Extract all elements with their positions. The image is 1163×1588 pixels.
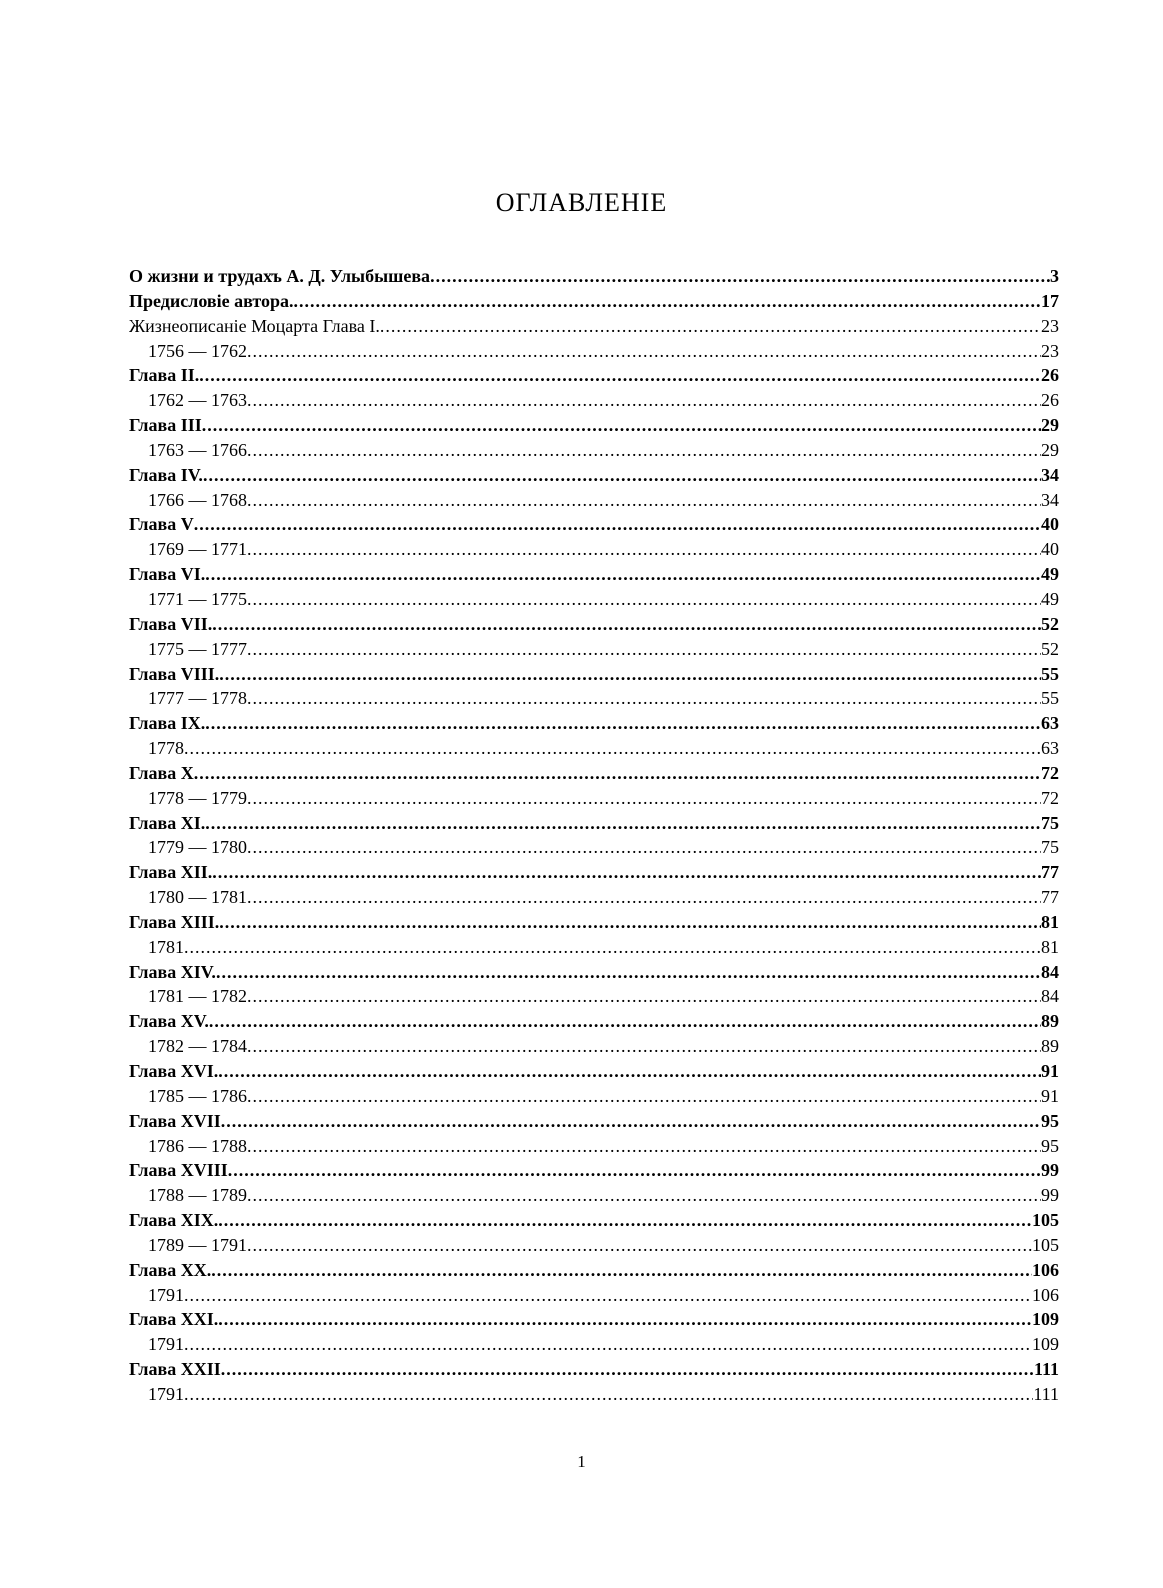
toc-entry[interactable]: [129, 1109, 1059, 1134]
toc-page-number: 84: [1041, 986, 1059, 1007]
toc-entry[interactable]: [129, 289, 1059, 314]
toc-page-number: 17: [1041, 290, 1059, 311]
toc-entry-label: 1762 — 1763: [148, 390, 247, 411]
dot-leader: [247, 488, 1041, 513]
toc-entry-label: Глава VII.: [129, 613, 213, 634]
toc-entry-label: Глава XX.: [129, 1259, 212, 1280]
toc-subentry[interactable]: [129, 786, 1059, 811]
dot-leader: [247, 1183, 1041, 1208]
toc-page-number: 75: [1041, 812, 1059, 833]
toc-entry-label: Глава V: [129, 514, 194, 535]
dot-leader: [293, 289, 1041, 314]
toc-page-number: 29: [1041, 439, 1059, 460]
toc-page-number: 95: [1041, 1110, 1059, 1131]
toc-page-number: 95: [1041, 1135, 1059, 1156]
toc-entry[interactable]: [129, 413, 1059, 438]
toc-entry-label: 1785 — 1786: [148, 1085, 247, 1106]
toc-entry[interactable]: [129, 314, 1059, 339]
toc-entry[interactable]: [129, 463, 1059, 488]
toc-entry-label: 1756 — 1762: [148, 340, 247, 361]
toc-entry-label: Глава XXI.: [129, 1309, 219, 1330]
dot-leader: [212, 860, 1041, 885]
toc-entry-label: Глава XII.: [129, 862, 213, 883]
dot-leader: [184, 736, 1041, 761]
toc-subentry[interactable]: [129, 388, 1059, 413]
toc-page-number: 99: [1041, 1185, 1059, 1206]
toc-entry-label: Глава XVII: [129, 1110, 221, 1131]
dot-leader: [380, 314, 1041, 339]
toc-page-number: 23: [1041, 315, 1059, 336]
toc-page-number: 106: [1032, 1284, 1059, 1305]
toc-page-number: 72: [1041, 787, 1059, 808]
toc-page-number: 34: [1041, 489, 1059, 510]
dot-leader: [247, 1084, 1041, 1109]
dot-leader: [247, 686, 1041, 711]
toc-entry-label: 1771 — 1775: [148, 588, 247, 609]
toc-entry-label: 1779 — 1780: [148, 837, 247, 858]
dot-leader: [247, 1233, 1032, 1258]
toc-entry-label: 1766 — 1768: [148, 489, 247, 510]
dot-leader: [211, 1258, 1032, 1283]
toc-page-number: 40: [1041, 539, 1059, 560]
toc-page-number: 52: [1041, 613, 1059, 634]
toc-entry-label: Глава XV.: [129, 1011, 209, 1032]
toc-subentry[interactable]: [129, 339, 1059, 364]
toc-entry-label: 1763 — 1766: [148, 439, 247, 460]
toc-page-number: 105: [1032, 1210, 1059, 1231]
toc-entry-label: 1791: [148, 1383, 184, 1404]
toc-entry-label: 1777 — 1778: [148, 688, 247, 709]
toc-entry-label: Глава XVI.: [129, 1061, 219, 1081]
toc-entry-label: Глава IX.: [129, 713, 206, 734]
toc-page-number: 55: [1041, 663, 1059, 684]
toc-entry[interactable]: [129, 1009, 1059, 1034]
toc-page-number: 99: [1041, 1160, 1059, 1181]
dot-leader: [218, 1059, 1041, 1084]
dot-leader: [247, 885, 1041, 910]
toc-subentry[interactable]: [129, 1382, 1059, 1407]
toc-entry-label: 1789 — 1791: [148, 1234, 247, 1255]
toc-page-number: 111: [1033, 1383, 1059, 1404]
dot-leader: [247, 438, 1041, 463]
dot-leader: [247, 587, 1041, 612]
toc-subentry[interactable]: [129, 537, 1059, 562]
toc-entry-label: 1769 — 1771: [148, 539, 247, 560]
toc-subentry[interactable]: [129, 984, 1059, 1009]
dot-leader: [209, 1009, 1041, 1034]
dot-leader: [219, 662, 1041, 687]
toc-subentry[interactable]: [129, 835, 1059, 860]
toc-page-number: 34: [1041, 464, 1059, 485]
toc-page-number: 81: [1041, 911, 1059, 932]
toc-page-number: 109: [1032, 1334, 1059, 1355]
toc-entry[interactable]: [129, 662, 1059, 687]
toc-entry-label: Жизнеописанiе Моцарта Глава I.: [129, 315, 380, 336]
toc-page-number: 81: [1041, 936, 1059, 957]
dot-leader: [216, 960, 1041, 985]
toc-page-number: 52: [1041, 638, 1059, 659]
toc-subentry[interactable]: [129, 935, 1059, 960]
toc-page-number: 63: [1041, 738, 1059, 759]
toc-entry-label: Предисловiе автора.: [129, 290, 294, 311]
dot-leader: [219, 910, 1041, 935]
toc-entry[interactable]: [129, 711, 1059, 736]
dot-leader: [247, 388, 1041, 413]
toc-entry[interactable]: [129, 1258, 1059, 1283]
toc-entry[interactable]: [129, 1158, 1059, 1183]
toc-page-number: 72: [1041, 762, 1059, 783]
toc-page-number: 29: [1041, 415, 1059, 436]
toc-page-number: 89: [1041, 1011, 1059, 1032]
toc-subentry[interactable]: [129, 488, 1059, 513]
toc-entry-label: Глава III: [129, 415, 202, 436]
toc-entry[interactable]: [129, 1059, 1059, 1084]
toc-entry-label: Глава XVIII: [129, 1160, 228, 1181]
page-number: 1: [577, 1452, 586, 1471]
toc-entry-label: Глава XIV.: [129, 961, 216, 982]
dot-leader: [247, 984, 1041, 1009]
toc-entry[interactable]: [129, 264, 1059, 289]
toc-entry-label: Глава IV.: [129, 464, 203, 485]
dot-leader: [228, 1158, 1041, 1183]
toc-entry-label: 1786 — 1788: [148, 1135, 247, 1156]
page-title: ОГЛАВЛЕНIЕ: [495, 188, 668, 217]
toc-entry-label: 1782 — 1784: [148, 1036, 247, 1057]
toc-entry-label: Глава XXII: [129, 1359, 221, 1380]
toc-page-number: 84: [1041, 961, 1059, 982]
dot-leader: [247, 1134, 1041, 1159]
toc-subentry[interactable]: [129, 1134, 1059, 1159]
toc-page-number: 26: [1041, 390, 1059, 411]
toc-subentry[interactable]: [129, 587, 1059, 612]
toc-entry[interactable]: [129, 363, 1059, 388]
toc-subentry[interactable]: [129, 885, 1059, 910]
toc-subentry[interactable]: [129, 637, 1059, 662]
toc-entry[interactable]: [129, 910, 1059, 935]
dot-leader: [184, 1283, 1032, 1308]
dot-leader: [247, 339, 1041, 364]
dot-leader: [203, 463, 1041, 488]
dot-leader: [247, 835, 1041, 860]
toc-entry[interactable]: [129, 612, 1059, 637]
toc-entry-label: Глава XIX.: [129, 1210, 219, 1231]
toc-page-number: 23: [1041, 340, 1059, 361]
dot-leader: [202, 413, 1041, 438]
toc-entry[interactable]: [129, 1307, 1059, 1332]
toc-entry[interactable]: [129, 960, 1059, 985]
toc-entry[interactable]: [129, 1357, 1059, 1382]
toc-page-number: 40: [1041, 514, 1059, 535]
dot-leader: [221, 1357, 1034, 1382]
dot-leader: [184, 1382, 1033, 1407]
toc-page-number: 91: [1041, 1061, 1059, 1081]
toc-entry[interactable]: [129, 1208, 1059, 1233]
toc-subentry[interactable]: [129, 1283, 1059, 1308]
dot-leader: [221, 1109, 1041, 1134]
toc-subentry[interactable]: [129, 1084, 1059, 1109]
dot-leader: [199, 363, 1041, 388]
toc-entry-label: 1778 — 1779: [148, 787, 247, 808]
dot-leader: [205, 711, 1041, 736]
dot-leader: [184, 935, 1041, 960]
toc-page-number: 75: [1041, 837, 1059, 858]
toc-subentry[interactable]: [129, 686, 1059, 711]
toc-entry-label: Глава VI.: [129, 564, 206, 585]
toc-page-number: 49: [1041, 588, 1059, 609]
dot-leader: [247, 537, 1041, 562]
toc-entry-label: 1780 — 1781: [148, 887, 247, 908]
toc-page-number: 109: [1032, 1309, 1059, 1330]
dot-leader: [247, 1034, 1041, 1059]
toc-entry-label: 1791: [148, 1284, 184, 1305]
toc-entry[interactable]: [129, 811, 1059, 836]
toc-page-number: 26: [1041, 365, 1059, 386]
toc-entry-label: 1781: [148, 936, 184, 957]
dot-leader: [430, 264, 1050, 289]
dot-leader: [205, 811, 1041, 836]
toc-entry-label: 1778: [148, 738, 184, 759]
toc-entry[interactable]: [129, 512, 1059, 537]
toc-page-number: 55: [1041, 688, 1059, 709]
toc-page-number: 77: [1041, 887, 1059, 908]
toc-entry-label: Глава VIII.: [129, 663, 220, 684]
toc-entry[interactable]: [129, 761, 1059, 786]
toc-subentry[interactable]: [129, 1183, 1059, 1208]
toc-subentry[interactable]: [129, 1233, 1059, 1258]
toc-entry-label: О жизни и трудахъ А. Д. Улыбышева: [129, 266, 431, 286]
toc-subentry[interactable]: [129, 1332, 1059, 1357]
toc-entry-label: Глава XI.: [129, 812, 206, 833]
toc-entry-label: Глава X: [129, 762, 194, 783]
toc-entry-label: 1788 — 1789: [148, 1185, 247, 1206]
dot-leader: [212, 612, 1041, 637]
toc-entry-label: 1781 — 1782: [148, 986, 247, 1007]
dot-leader: [247, 637, 1041, 662]
dot-leader: [247, 786, 1041, 811]
toc-subentry[interactable]: [129, 736, 1059, 761]
toc-entry[interactable]: [129, 562, 1059, 587]
toc-page-number: 49: [1041, 564, 1059, 585]
dot-leader: [218, 1208, 1032, 1233]
toc-subentry[interactable]: [129, 438, 1059, 463]
toc-entry-label: 1775 — 1777: [148, 638, 247, 659]
toc-subentry[interactable]: [129, 1034, 1059, 1059]
dot-leader: [184, 1332, 1032, 1357]
toc-entry-label: 1791: [148, 1334, 184, 1355]
toc-entry-label: Глава II.: [129, 365, 200, 386]
toc-entry-label: Глава XIII.: [129, 911, 220, 932]
toc-entry[interactable]: [129, 860, 1059, 885]
toc-page-number: 77: [1041, 862, 1059, 883]
toc-page-number: 89: [1041, 1036, 1059, 1057]
toc-page-number: 91: [1041, 1085, 1059, 1106]
dot-leader: [205, 562, 1041, 587]
table-of-contents: [129, 264, 1059, 1407]
dot-leader: [194, 761, 1041, 786]
toc-page-number: 111: [1033, 1359, 1059, 1380]
toc-page-number: 106: [1032, 1259, 1059, 1280]
toc-page-number: 105: [1032, 1234, 1059, 1255]
dot-leader: [194, 512, 1041, 537]
dot-leader: [218, 1307, 1032, 1332]
toc-page-number: 63: [1041, 713, 1059, 734]
toc-page-number: 3: [1050, 266, 1059, 286]
